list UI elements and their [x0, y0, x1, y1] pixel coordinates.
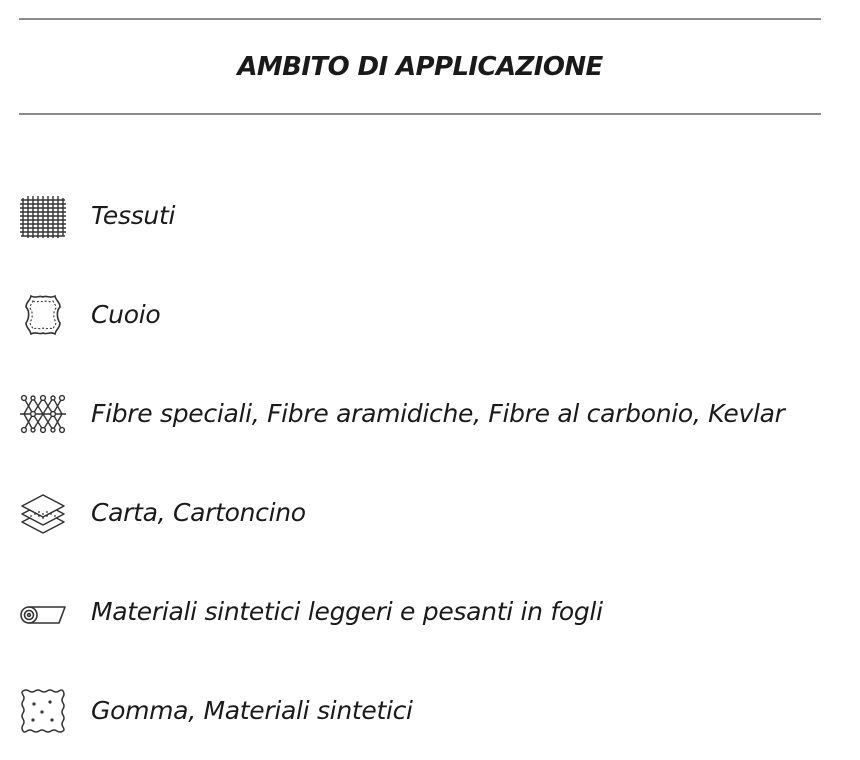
material-label: Gomma, Materiali sintetici [91, 696, 413, 725]
list-item-tessuti [19, 191, 839, 241]
list-item-fibre-speciali [19, 389, 839, 439]
list-item-carta [19, 488, 839, 538]
material-label: Materiali sintetici leggeri e pesanti in fogli [91, 597, 603, 626]
list-item-cuoio [19, 290, 839, 340]
section-title: AMBITO DI APPLICAZIONE [237, 52, 603, 82]
materials-list [19, 0, 839, 760]
paper-layers-icon [19, 489, 67, 537]
material-label: Cuoio [91, 300, 161, 329]
fabric-grid-icon [19, 192, 67, 240]
material-label: Tessuti [91, 201, 176, 230]
material-label: Fibre speciali, Fibre aramidiche, Fibre al carbonio, Kevlar [91, 399, 785, 428]
molecule-fiber-icon [19, 390, 67, 438]
rubber-sheet-icon [19, 687, 67, 735]
list-item-gomma [19, 686, 839, 736]
list-item-materiali-sintetici-fogli [19, 587, 839, 637]
leather-hide-icon [19, 291, 67, 339]
sheet-roll-icon [19, 588, 67, 636]
material-label: Carta, Cartoncino [91, 498, 306, 527]
